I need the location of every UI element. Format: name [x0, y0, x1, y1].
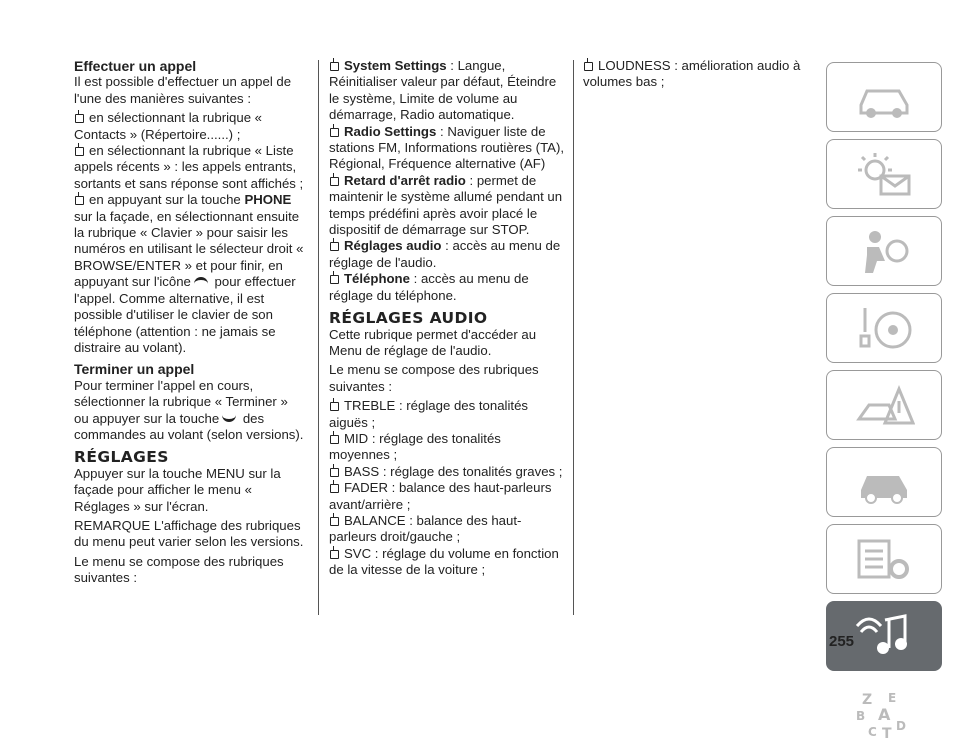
list-item: TREBLE : réglage des tonalités aiguës ;	[329, 398, 528, 430]
car-service-icon	[855, 456, 915, 510]
bullet-icon	[330, 550, 339, 559]
paragraph: Le menu se compose des rubriques suivantes :	[74, 553, 284, 586]
svg-text:T: T	[882, 726, 892, 740]
tab-index[interactable]	[826, 678, 942, 748]
heading-settings: RÉGLAGES	[74, 448, 169, 467]
heading-end-call: Terminer un appel	[74, 361, 195, 378]
bullet-icon	[584, 62, 593, 71]
bullet-icon	[330, 402, 339, 411]
paragraph: Appuyer sur la touche MENU sur la façade pour afficher le menu « Réglages » sur l'écran.	[74, 465, 281, 514]
list-item: FADER : balance des haut-parleurs avant/arrière ;	[329, 480, 552, 512]
column-3	[583, 58, 808, 91]
column-divider	[318, 60, 319, 615]
svg-text:Z: Z	[862, 692, 873, 708]
svg-text:D: D	[896, 719, 906, 733]
bullet-icon	[330, 517, 339, 526]
paragraph: Cette rubrique permet d'accéder au Menu de réglage de l'audio.	[329, 326, 537, 358]
list-item: en sélectionnant la rubrique « Liste appels récents » : les appels entrants, sortants et sans réponse sont affichés ;	[74, 143, 304, 191]
svg-text:B: B	[856, 709, 866, 723]
svg-text:A: A	[878, 705, 891, 724]
paragraph: Il est possible d'effectuer un appel de l'une des manières suivantes :	[74, 74, 292, 106]
hang-up-icon	[222, 414, 236, 422]
bullet-icon	[330, 484, 339, 493]
page-number: 255	[829, 633, 855, 650]
list-item: Réglages audio : accès au menu de réglage de l'audio.	[329, 238, 561, 270]
bullet-icon	[330, 468, 339, 477]
svg-text:E: E	[888, 691, 897, 705]
bullet-icon	[75, 196, 84, 205]
bullet-icon	[330, 275, 339, 284]
bullet-icon	[75, 147, 84, 156]
list-item: BASS : réglage des tonalités graves ;	[329, 464, 565, 480]
steering-key-icon	[855, 302, 915, 356]
bullet-icon	[330, 128, 339, 137]
heading-make-call: Effectuer un appel	[74, 58, 197, 74]
paragraph: REMARQUE L'affichage des rubriques du menu peut varier selon les versions.	[74, 517, 304, 550]
list-item: en sélectionnant la rubrique « Contacts » (Répertoire......) ;	[74, 110, 263, 142]
tab-safety[interactable]	[826, 216, 942, 286]
heading-audio-settings: RÉGLAGES AUDIO	[329, 309, 488, 328]
paragraph: Le menu se compose des rubriques suivantes :	[329, 362, 539, 394]
maintenance-gear-icon	[855, 533, 915, 587]
list-item: Retard d'arrêt radio : permet de maintenir le système allumé pendant un temps prédéfini après avoir placé le dispositif de démarrage sur STOP.	[329, 172, 563, 238]
car-icon	[855, 71, 915, 125]
list-item: SVC : réglage du volume en fonction de la vitesse de la voiture ;	[329, 545, 559, 578]
tab-car[interactable]	[826, 62, 942, 132]
index-letters-icon	[854, 686, 914, 740]
bullet-icon	[330, 177, 339, 186]
warning-light-icon	[855, 148, 915, 202]
phone-icon	[194, 277, 208, 285]
column-1	[74, 58, 306, 590]
column-2	[329, 58, 565, 579]
bullet-icon	[330, 62, 339, 71]
tab-starting-driving[interactable]	[826, 293, 942, 363]
column-divider	[573, 60, 574, 615]
list-item: Radio Settings : Naviguer liste de stations FM, Informations routières (TA), Régional, Fréquence alternative (AF)	[329, 123, 564, 172]
tab-warning-lights[interactable]	[826, 139, 942, 209]
airbag-icon	[855, 225, 915, 279]
list-item: Téléphone : accès au menu de réglage du téléphone.	[329, 271, 529, 303]
list-item: LOUDNESS : amélioration audio à volumes bas ;	[583, 58, 801, 90]
tab-emergency[interactable]	[826, 370, 942, 440]
svg-text:C: C	[868, 725, 877, 739]
bullet-icon	[330, 435, 339, 444]
bullet-icon	[330, 242, 339, 251]
tab-technical-data[interactable]	[826, 524, 942, 594]
list-item: MID : réglage des tonalités moyennes ;	[329, 430, 501, 463]
list-item: en appuyant sur la touche PHONE sur la façade, en sélectionnant ensuite la rubrique « Clavier » pour saisir les numéros en utilisant le sélecteur droit « BROWSE/ENTER » et pour finir, en appuyant sur l'icône pour effectuer l'appel. Comme alternative, il est possible d'utiliser le clavier de son téléphone (attention : ne jamais se distraire au volant).	[74, 192, 304, 355]
paragraph: Pour terminer l'appel en cours, sélectionner la rubrique « Terminer » ou appuyer sur la touche des commandes au volant (selon versions).	[74, 377, 304, 442]
multimedia-icon	[855, 610, 915, 664]
list-item: System Settings : Langue, Réinitialiser valeur par défaut, Éteindre le système, Limite de volume au démarrage, Radio automatique.	[329, 58, 557, 123]
chapter-tabs	[826, 62, 944, 755]
list-item: BALANCE : balance des haut-parleurs droit/gauche ;	[329, 512, 522, 545]
bullet-icon	[75, 114, 84, 123]
tab-maintenance[interactable]	[826, 447, 942, 517]
road-warning-icon	[855, 379, 915, 433]
